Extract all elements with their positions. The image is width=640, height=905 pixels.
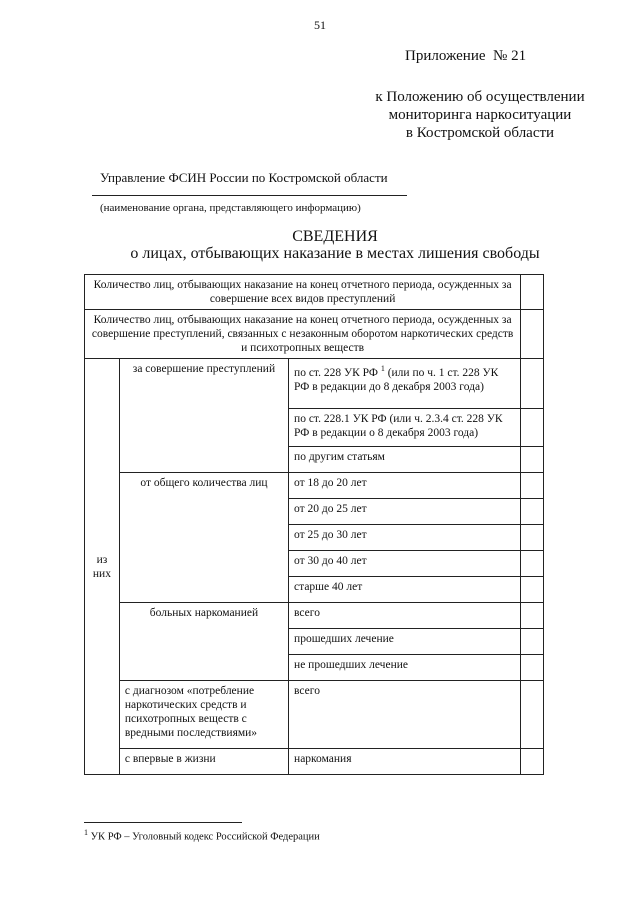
document-subtitle: о лицах, отбывающих наказание в местах лишения свободы [130,245,540,262]
data-table [84,274,544,775]
addicts-group-label: больных наркоманией [119,603,288,681]
value-cell[interactable] [521,577,544,603]
first-time-group-label: с впервые в жизни [119,749,288,775]
page-number: 51 [314,18,326,32]
footnote-text: УК РФ – Уголовный кодекс Российской Федерации [90,831,320,843]
value-cell[interactable] [521,473,544,499]
age-range: от 30 до 40 лет [289,551,521,577]
crime-article [289,359,521,409]
organization-underline [92,195,407,196]
value-cell[interactable] [521,499,544,525]
age-range: от 25 до 30 лет [289,525,521,551]
addicts-item: всего [289,603,521,629]
age-range: от 20 до 25 лет [289,499,521,525]
table-row [85,681,544,749]
of-them-label [85,359,120,775]
table-row [85,749,544,775]
crime-article-text: (или по ч. 1 ст. 228 УК РФ в редакции до 8 декабря 2003 года) [294,366,499,393]
footnote-ref: 1 [380,364,385,373]
value-cell[interactable] [521,275,544,310]
appendix-word: Приложение [405,48,486,64]
age-range: от 18 до 20 лет [289,473,521,499]
crime-article: по другим статьям [289,447,521,473]
table-row [85,473,544,499]
addicts-item: прошедших лечение [289,629,521,655]
total-convicted-label: Количество лиц, отбывающих наказание на конец отчетного периода, осужденных за совершение всех видов преступлений [85,275,521,310]
value-cell[interactable] [521,359,544,409]
crime-article: по ст. 228.1 УК РФ (или ч. 2.3.4 ст. 228 УК РФ в редакции о 8 декабря 2003 года) [289,409,521,447]
value-cell[interactable] [521,749,544,775]
appendix-line: в Костромской области [405,125,555,141]
appendix-number: № 21 [493,48,527,64]
appendix-reference [330,88,630,142]
first-time-item: наркомания [289,749,521,775]
of-them-line: них [92,567,111,580]
value-cell[interactable] [521,409,544,447]
crimes-group-label: за совершение преступлений [119,359,288,473]
age-range: старше 40 лет [289,577,521,603]
value-cell[interactable] [521,551,544,577]
addicts-item: не прошедших лечение [289,655,521,681]
table-row [85,359,544,409]
ages-group-label: от общего количества лиц [119,473,288,603]
value-cell[interactable] [521,525,544,551]
value-cell[interactable] [521,447,544,473]
footnote-divider [84,822,242,823]
footnote [84,828,320,843]
table-row [85,603,544,629]
value-cell[interactable] [521,681,544,749]
diagnosis-item: всего [289,681,521,749]
crime-article-text: по ст. 228 УК РФ [294,366,378,379]
value-cell[interactable] [521,603,544,629]
appendix-line: к Положению об осуществлении [375,89,585,105]
value-cell[interactable] [521,655,544,681]
appendix-line: мониторинга наркоситуации [388,107,572,123]
organization-hint: (наименование органа, представляющего информацию) [100,202,361,214]
footnote-mark: 1 [84,828,88,837]
document-title: СВЕДЕНИЯ [292,228,378,245]
organization-name: Управление ФСИН России по Костромской области [100,170,388,185]
appendix-label [405,48,526,65]
of-them-line: из [96,553,108,566]
table-row [85,310,544,359]
value-cell[interactable] [521,629,544,655]
diagnosis-group-label: с диагнозом «потребление наркотических средств и психотропных веществ с вредными последствиями» [119,681,288,749]
value-cell[interactable] [521,310,544,359]
table-row [85,275,544,310]
drug-convicted-label: Количество лиц, отбывающих наказание на конец отчетного периода, осужденных за совершение преступлений, связанных с незаконным оборотом наркотических средств и психотропных веществ [85,310,521,359]
